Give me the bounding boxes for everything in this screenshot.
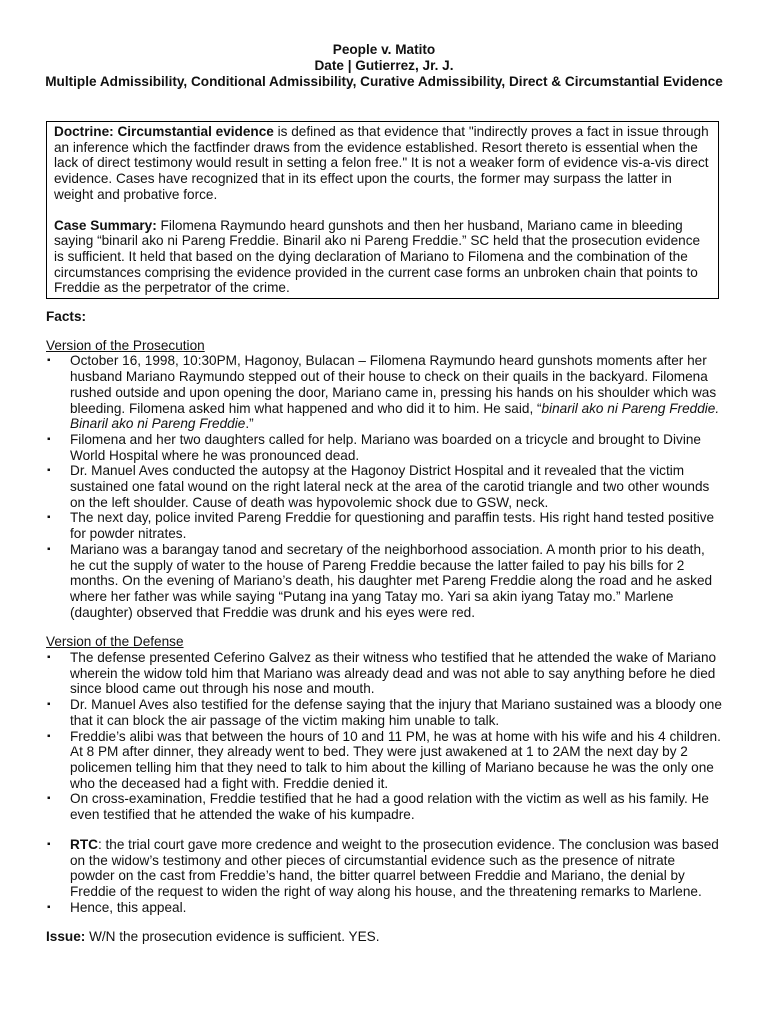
- issue-line: [46, 929, 722, 945]
- list-item: [46, 353, 722, 432]
- bullet-icon: ▪: [47, 699, 51, 711]
- list-item: [46, 791, 722, 822]
- ruling-list: [46, 837, 722, 916]
- bullet-icon: ▪: [47, 355, 51, 367]
- prosecution-heading: Version of the Prosecution: [46, 337, 205, 353]
- bullet-icon: ▪: [47, 512, 51, 524]
- dying-declaration-quote: binaril ako ni Pareng Freddie. Binaril ako ni Pareng Freddie: [70, 400, 720, 432]
- bullet-icon: ▪: [47, 465, 51, 477]
- defense-list: [46, 650, 722, 823]
- doctrine-text: is defined as that evidence that "indirectly proves a fact in issue through an inference which the factfinder draws from the evidence established. Resort thereto is essential when the lack of direct testimony would result in setting a felon free." It is not a weaker form of evidence vis-a-vis direct evidence. Cases have recognized that in its effect upon the courts, the former may surpass the latter in weight and probative force.: [54, 124, 709, 202]
- list-item: [46, 900, 722, 916]
- case-title: People v. Matito: [332, 42, 436, 57]
- case-summary-label: Case Summary:: [54, 217, 157, 233]
- defense-heading: Version of the Defense: [46, 634, 184, 650]
- list-item: [46, 542, 722, 621]
- prosecution-item-text: Filomena and her two daughters called for help. Mariano was boarded on a tricycle and brought to Divine World Hospital where he was pronounced dead.: [70, 431, 701, 463]
- list-item: [46, 510, 722, 541]
- date-line: Date | Gutierrez, Jr. J.: [314, 58, 454, 73]
- doctrine-paragraph: [54, 124, 712, 203]
- defense-item-text: Freddie’s alibi was that between the hours of 10 and 11 PM, he was at home with his wife and his 4 children. At 8 PM after dinner, they already went to bed. They were just awakened at 1 to 2AM the next day by 2 policemen telling him that they need to talk to him about the killing of Mariano because he was the only one who the deceased had a fight with. Freddie denied it.: [70, 728, 721, 791]
- list-item: [46, 463, 722, 510]
- defense-item-text: Dr. Manuel Aves also testified for the defense saying that the injury that Mariano sustained was a bloody one that it can block the air passage of the victim making him unable to talk.: [70, 697, 722, 728]
- doctrine-box: [46, 121, 719, 299]
- bullet-icon: ▪: [47, 793, 51, 805]
- appeal-text: Hence, this appeal.: [70, 899, 187, 915]
- rtc-label: RTC: [70, 836, 98, 852]
- prosecution-item-text: Dr. Manuel Aves conducted the autopsy at the Hagonoy District Hospital and it revealed that the victim sustained one fatal wound on the right lateral neck at the area of the carotid triangle and two other wounds on the left shoulder. Cause of death was hypovolemic shock due to GSW, neck.: [70, 463, 710, 510]
- list-item: [46, 729, 722, 792]
- topics-line: Multiple Admissibility, Conditional Admissibility, Curative Admissibility, Direct & Circumstantial Evidence: [45, 74, 723, 89]
- list-item: [46, 432, 722, 463]
- case-summary-text: Filomena Raymundo heard gunshots and then her husband, Mariano came in bleeding saying “binaril ako ni Pareng Freddie. Binaril ako ni Pareng Freddie.” SC held that the prosecution evidence is sufficient. It held that based on the dying declaration of Mariano to Filomena and the combination of the circumstances comprising the evidence provided in the current case forms an unbroken chain that points to Freddie as the perpetrator of the crime.: [54, 217, 701, 296]
- list-item: [46, 837, 722, 900]
- list-item: [46, 697, 722, 728]
- bullet-icon: ▪: [47, 901, 51, 913]
- issue-text: W/N the prosecution evidence is sufficient. YES.: [85, 929, 380, 945]
- bullet-icon: ▪: [47, 838, 51, 850]
- list-item: [46, 650, 722, 697]
- bullet-icon: ▪: [47, 543, 51, 555]
- issue-label: Issue:: [46, 929, 86, 945]
- prosecution-list: [46, 353, 722, 620]
- rtc-text: : the trial court gave more credence and weight to the prosecution evidence. The conclusion was based on the widow’s testimony and other pieces of circumstantial evidence such as the presence of nitrate powder on the cast from Freddie’s hand, the bitter quarrel between Freddie and Mariano, the denial by Freddie of the request to widen the right of way along his house, and the threatening remarks to Marlene.: [70, 836, 719, 899]
- title-block: [40, 42, 728, 90]
- bullet-icon: ▪: [47, 730, 51, 742]
- prosecution-item-text-end: .”: [245, 416, 254, 432]
- bullet-icon: ▪: [47, 433, 51, 445]
- prosecution-item-text: The next day, police invited Pareng Freddie for questioning and paraffin tests. His right hand tested positive for powder nitrates.: [70, 510, 715, 542]
- defense-item-text: The defense presented Ceferino Galvez as their witness who testified that he attended the wake of Mariano wherein the widow told him that Mariano was already dead and was not able to say anything before he died since blood came out through his nose and mouth.: [70, 650, 717, 697]
- doctrine-label: Doctrine: Circumstantial evidence: [54, 124, 274, 139]
- bullet-icon: ▪: [47, 652, 51, 664]
- defense-item-text: On cross-examination, Freddie testified that he had a good relation with the victim as well as his family. He even testified that he attended the wake of his kumpadre.: [70, 791, 709, 823]
- facts-heading: Facts:: [46, 309, 87, 324]
- facts-section: [46, 309, 722, 945]
- prosecution-item-text: October 16, 1998, 10:30PM, Hagonoy, Bulacan – Filomena Raymundo heard gunshots moments after her husband Mariano Raymundo stepped out of their house to check on their quails in the backyard. Filomena rushed outside and upon opening the door, Mariano came in, pressing his hands on his shoulder which was bleeding. Filomena asked him what happened and who did it to him. He said, “: [70, 353, 717, 416]
- case-summary-paragraph: [54, 218, 712, 297]
- prosecution-item-text: Mariano was a barangay tanod and secretary of the neighborhood association. A month prior to his death, he cut the supply of water to the house of Pareng Freddie because the latter failed to pay his bills for 2 months. On the evening of Mariano’s death, his daughter met Pareng Freddie along the road and he asked where her father was while saying “Putang ina yang Tatay mo. Yari sa akin iyang Tatay mo.” Marlene (daughter) observed that Freddie was drunk and his eyes were red.: [70, 541, 713, 620]
